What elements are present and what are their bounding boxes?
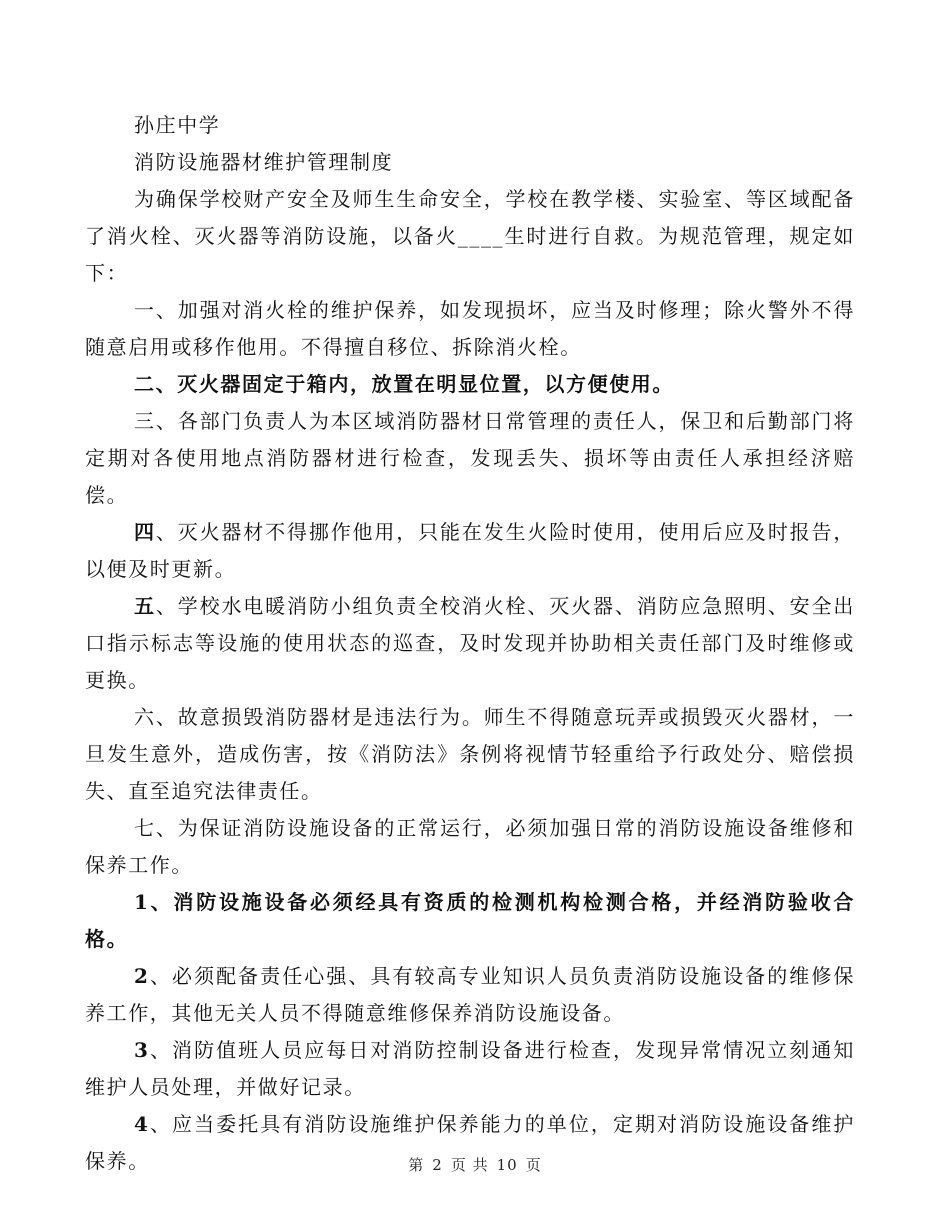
rule-item-4-text: 、灭火器材不得挪作他用，只能在发生火险时使用，使用后应及时报告，以便及时更新。: [85, 520, 855, 581]
sub-item-3-number: 3: [134, 1038, 150, 1062]
rule-item-5-text: 、学校水电暖消防小组负责全校消火栓、灭火器、消防应急照明、安全出口指示标志等设施的使用状态的巡查，及时发现并协助相关责任部门及时维修或更换。: [85, 594, 855, 692]
page-label-suffix: 页: [525, 1156, 542, 1174]
rule-item-4: [85, 514, 855, 588]
school-name: 孙庄中学: [134, 113, 221, 137]
intro-paragraph: 为确保学校财产安全及师生生命安全，学校在教学楼、实验室、等区域配备了消火栓、灭火器等消防设施，以备火____生时进行自救。为规范管理，规定如下：: [85, 187, 855, 285]
rule-item-5-number: 五: [134, 594, 156, 618]
page-footer: [0, 1154, 950, 1175]
sub-item-1: 1、消防设施设备必须经具有资质的检测机构检测合格，并经消防验收合格。: [85, 890, 855, 951]
sub-item-2-number: 2: [134, 964, 150, 988]
rule-item-3: 三、各部门负责人为本区域消防器材日常管理的责任人，保卫和后勤部门将定期对各使用地点消防器材进行检查，发现丢失、损坏等由责任人承担经济赔偿。: [85, 409, 855, 507]
page-label-mid: 页 共: [450, 1156, 489, 1174]
sub-item-2-text: 、必须配备责任心强、具有较高专业知识人员负责消防设施设备的维修保养工作，其他无关人员不得随意维修保养消防设施设备。: [85, 964, 855, 1025]
document-body: [85, 107, 855, 1180]
total-pages: 10: [496, 1156, 518, 1174]
page-label-prefix: 第: [408, 1156, 425, 1174]
sub-item-2: [85, 958, 855, 1032]
rule-item-1: 一、加强对消火栓的维护保养，如发现损坏，应当及时修理；除火警外不得随意启用或移作他用。不得擅自移位、拆除消火栓。: [85, 298, 855, 359]
sub-item-4-text: 、应当委托具有消防设施维护保养能力的单位，定期对消防设施设备维护保养。: [85, 1112, 855, 1173]
page-number: 2: [432, 1156, 443, 1174]
sub-item-3-text: 、消防值班人员应每日对消防控制设备进行检查，发现异常情况立刻通知维护人员处理，并做好记录。: [85, 1038, 855, 1099]
rule-item-4-number: 四: [134, 520, 156, 544]
rule-item-7: 七、为保证消防设施设备的正常运行，必须加强日常的消防设施设备维修和保养工作。: [85, 816, 855, 877]
rule-item-6: 六、故意损毁消防器材是违法行为。师生不得随意玩弄或损毁灭火器材，一旦发生意外，造成伤害，按《消防法》条例将视情节轻重给予行政处分、赔偿损失、直至追究法律责任。: [85, 705, 855, 803]
document-title: 消防设施器材维护管理制度: [134, 150, 394, 174]
rule-item-5: [85, 588, 855, 699]
sub-item-4-number: 4: [134, 1112, 150, 1136]
sub-item-3: [85, 1032, 855, 1106]
rule-item-2: 二、灭火器固定于箱内，放置在明显位置，以方便使用。: [134, 372, 674, 396]
